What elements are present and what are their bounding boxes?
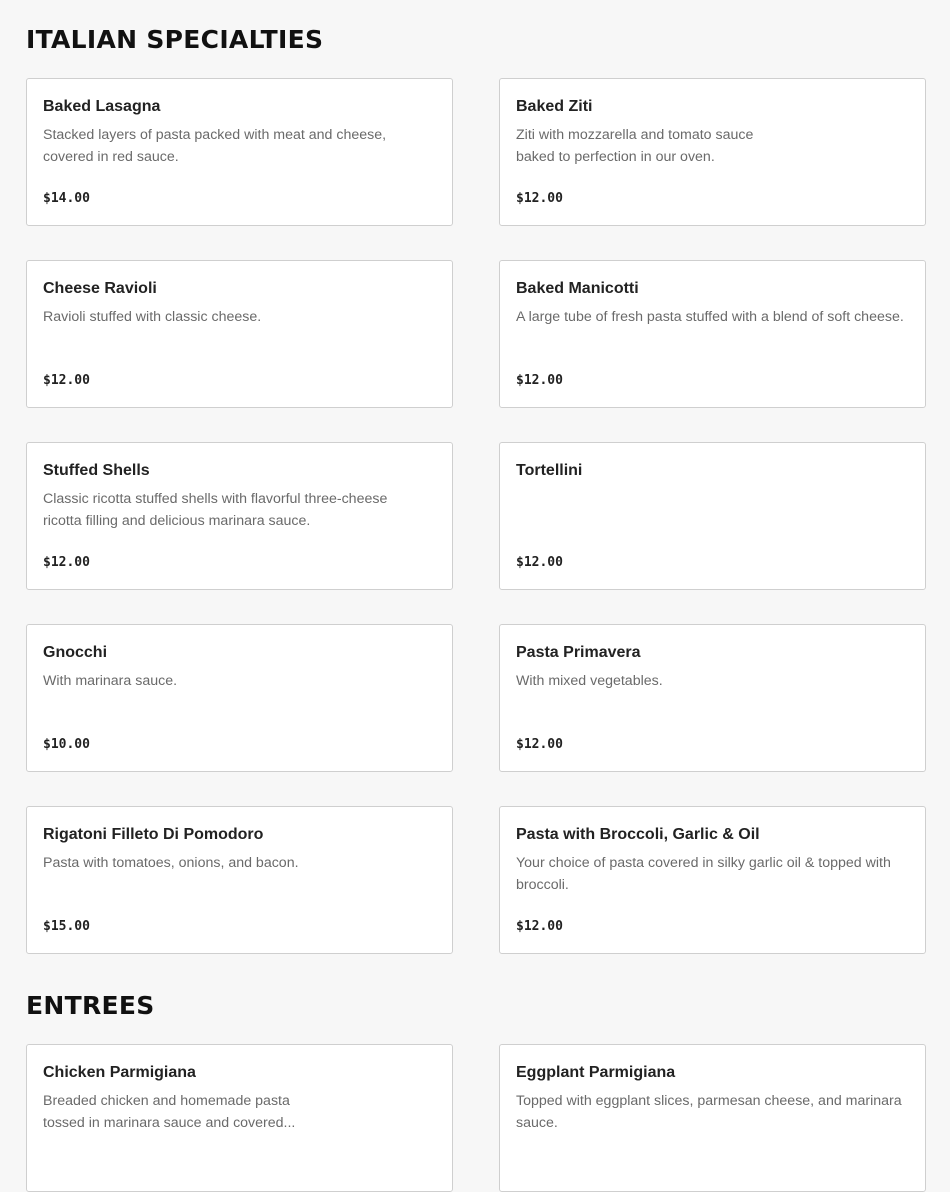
menu-item-name: Stuffed Shells [43, 462, 150, 479]
menu-item-description: Ravioli stuffed with classic cheese. [43, 309, 262, 325]
menu-item-card[interactable] [26, 260, 453, 408]
menu-item-name: Rigatoni Filleto Di Pomodoro [43, 826, 264, 843]
menu-item-price: $15.00 [43, 919, 90, 934]
section-title-entrees: ENTREES [26, 991, 155, 1020]
section-title-italian-specialties: ITALIAN SPECIALTIES [26, 25, 324, 54]
menu-item-description: Stacked layers of pasta packed with meat and cheese, covered in red sauce. [43, 127, 387, 165]
menu-item-card[interactable] [499, 624, 926, 772]
menu-item-description: Breaded chicken and homemade pasta tossed in marinara sauce and covered... [43, 1093, 296, 1131]
menu-item-price: $12.00 [516, 919, 563, 934]
menu-item-card[interactable] [499, 260, 926, 408]
menu-item-description: Your choice of pasta covered in silky garlic oil & topped with broccoli. [516, 855, 891, 893]
menu-item-name: Pasta Primavera [516, 644, 641, 661]
menu-item-price: $12.00 [43, 373, 90, 388]
menu-item-name: Chicken Parmigiana [43, 1064, 196, 1081]
menu-item-name: Tortellini [516, 462, 583, 479]
menu-item-name: Gnocchi [43, 644, 108, 661]
menu-item-description: With mixed vegetables. [516, 673, 663, 689]
menu-item-description: A large tube of fresh pasta stuffed with a blend of soft cheese. [516, 309, 904, 325]
menu-item-price: $12.00 [516, 737, 563, 752]
menu-item-name: Pasta with Broccoli, Garlic & Oil [516, 826, 760, 843]
menu-item-price: $12.00 [516, 555, 563, 570]
menu-item-card[interactable] [26, 78, 453, 226]
menu-item-card[interactable] [26, 624, 453, 772]
menu-item-description: Classic ricotta stuffed shells with flavorful three-cheese ricotta filling and delicious marinara sauce. [43, 491, 388, 529]
menu-item-price: $12.00 [516, 191, 563, 206]
menu-item-description: Ziti with mozzarella and tomato sauce baked to perfection in our oven. [516, 127, 754, 165]
menu-item-name: Baked Manicotti [516, 280, 639, 297]
menu-item-name: Eggplant Parmigiana [516, 1064, 676, 1081]
menu-item-card[interactable] [499, 1044, 926, 1192]
menu-item-price: $12.00 [516, 373, 563, 388]
menu-item-name: Baked Ziti [516, 98, 593, 115]
menu-item-name: Baked Lasagna [43, 98, 161, 115]
menu-item-description: With marinara sauce. [43, 673, 178, 689]
menu-item-price: $12.00 [43, 555, 90, 570]
menu-item-card[interactable] [499, 806, 926, 954]
menu-item-name: Cheese Ravioli [43, 280, 157, 297]
menu-item-description: Topped with eggplant slices, parmesan cheese, and marinara sauce. [516, 1093, 902, 1131]
menu-item-price: $14.00 [43, 191, 90, 206]
menu-item-card[interactable] [26, 1044, 453, 1192]
menu-item-card[interactable] [499, 442, 926, 590]
menu-item-card[interactable] [26, 806, 453, 954]
menu-item-description: Pasta with tomatoes, onions, and bacon. [43, 855, 299, 871]
menu-item-card[interactable] [26, 442, 453, 590]
menu-item-price: $10.00 [43, 737, 90, 752]
menu-item-card[interactable] [499, 78, 926, 226]
